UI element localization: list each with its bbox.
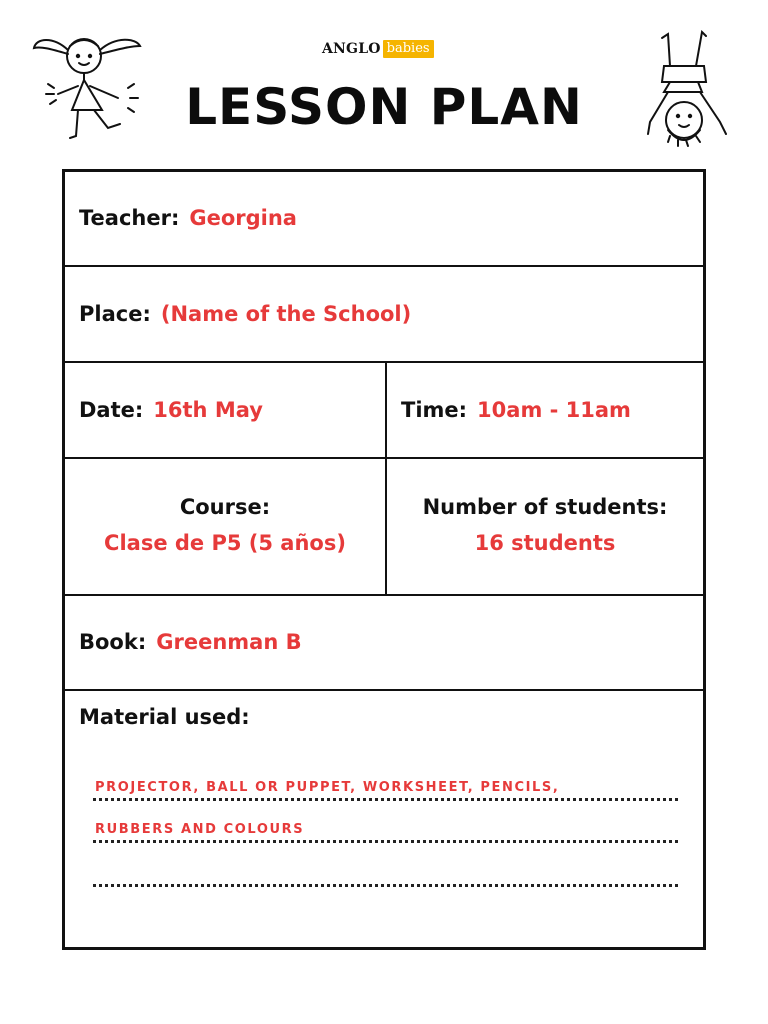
course-students-row [65, 459, 703, 596]
date-value: 16th May [153, 398, 263, 422]
place-label: Place: [79, 302, 151, 326]
handstand-boy-doodle-icon [640, 30, 740, 160]
teacher-row [65, 172, 703, 267]
book-value: Greenman B [156, 630, 302, 654]
time-label: Time: [401, 398, 468, 422]
brand-name-anglo: ANGLO [322, 41, 381, 57]
brand-logo [322, 38, 434, 60]
book-label: Book: [79, 630, 147, 654]
material-dotted-line-3 [93, 881, 678, 887]
material-label: Material used: [79, 705, 250, 729]
material-row [65, 691, 703, 947]
material-line-2: RUBBERS AND COLOURS [95, 822, 305, 837]
students-cell [387, 459, 703, 594]
page-title: LESSON PLAN [185, 78, 583, 136]
date-cell [65, 363, 387, 457]
date-time-row [65, 363, 703, 459]
course-cell [65, 459, 387, 594]
book-row [65, 596, 703, 691]
students-value: 16 students [474, 531, 616, 555]
material-dotted-line-1 [93, 795, 678, 801]
course-value: Clase de P5 (5 años) [104, 531, 346, 555]
time-value: 10am - 11am [477, 398, 631, 422]
time-cell [387, 363, 703, 457]
date-label: Date: [79, 398, 144, 422]
teacher-value: Georgina [189, 206, 297, 230]
header [0, 0, 768, 165]
lesson-plan-form [62, 169, 706, 950]
place-row [65, 267, 703, 363]
material-line-1: PROJECTOR, BALL OR PUPPET, WORKSHEET, PENCILS, [95, 780, 560, 795]
material-dotted-line-2 [93, 837, 678, 843]
teacher-label: Teacher: [79, 206, 180, 230]
brand-name-babies: babies [383, 40, 434, 58]
place-value: (Name of the School) [160, 302, 412, 326]
course-label: Course: [179, 495, 271, 519]
students-label: Number of students: [422, 495, 668, 519]
